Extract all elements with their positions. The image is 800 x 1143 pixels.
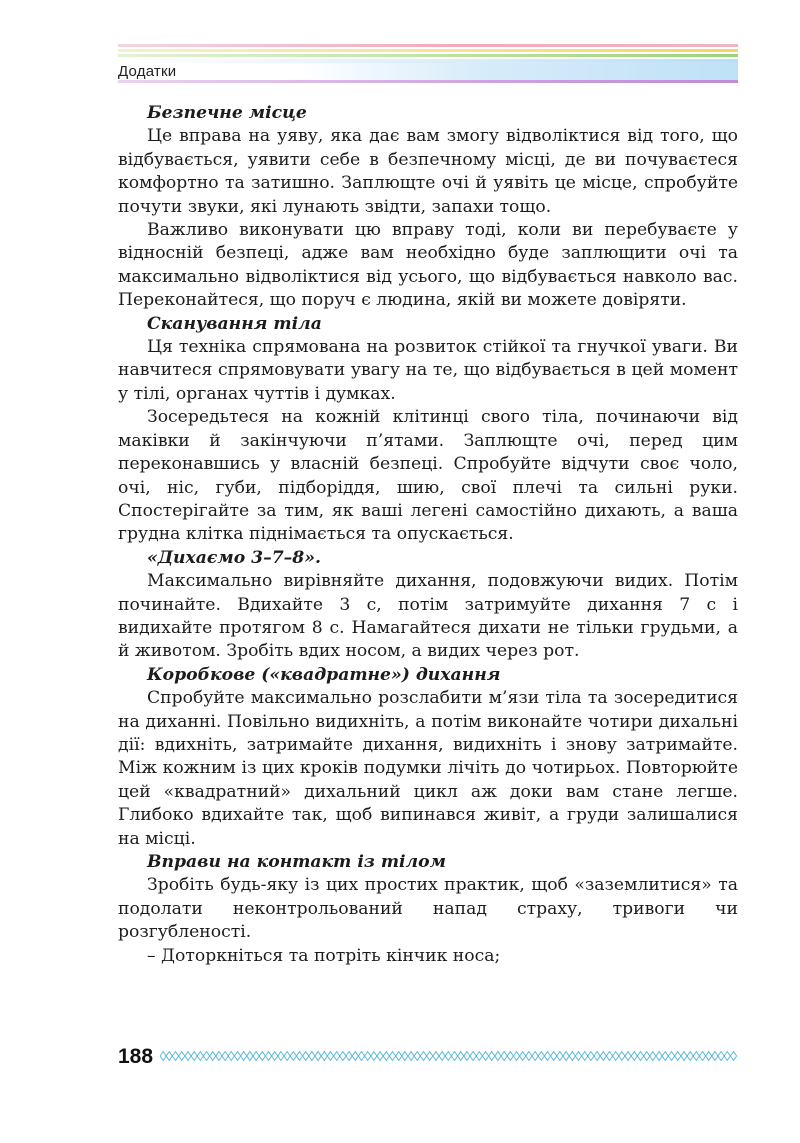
page-number: 188 (118, 1045, 154, 1068)
page-body (118, 102, 738, 968)
paragraph: Зосередьтеся на кожній клітинці свого тіла, починаючи від маківки й закінчуючи п’ятами. Заплющте очі, перед цим переконавшись у власній безпеці. Спробуйте відчути своє чоло, очі, ніс, губи, підборіддя, шию, свої плечі та сильні руки. Спостерігайте за тим, як ваші легені самостійно дихають, а ваша грудна клітка піднімається та опускається. (118, 407, 738, 545)
paragraph: Важливо виконувати цю вправу тоді, коли ви перебуваєте у відносній безпеці, адже вам необхідно буде заплющити очі та максимально відволіктися від усього, що відбувається навколо вас. Переконайтеся, що поруч є людина, якій ви можете довіряти. (118, 220, 738, 311)
paragraph: Максимально вирівняйте дихання, подовжуючи видих. Потім починайте. Вдихайте 3 с, потім затримуйте дихання 7 с і видихайте протягом 8 с. Намагайтеся дихати не тільки грудьми, а й животом. Зробіть вдих носом, а видих через рот. (118, 571, 738, 662)
header-stripe-purple (118, 80, 738, 83)
header-stripe-yellow (118, 49, 738, 52)
header-blue-band (300, 62, 738, 80)
heading-box-breathing: Коробкове («квадратне») дихання (147, 664, 501, 685)
paragraph: Зробіть будь-яку із цих простих практик, щоб «заземлитися» та подолати неконтрольований напад страху, тривоги чи розгубленості. (118, 875, 738, 943)
header-stripe-green (118, 54, 738, 57)
heading-breathing-378: «Дихаємо 3–7–8». (147, 547, 321, 568)
diamond-chain (160, 1052, 737, 1061)
section-title: Додатки (118, 63, 177, 80)
paragraph: Це вправа на уяву, яка дає вам змогу відволіктися від того, що відбувається, уявити себе в безпечному місці, де ви почуваєтеся комфортно та затишно. Заплющте очі й уявіть це місце, спробуйте почути звуки, які лунають звідти, запахи тощо. (118, 126, 738, 217)
header-stripe-pink (118, 44, 738, 47)
heading-safe-place: Безпечне місце (147, 103, 307, 123)
heading-body-scan: Сканування тіла (147, 313, 322, 334)
footer-diamond-border (160, 1050, 738, 1062)
paragraph: Ця техніка спрямована на розвиток стійкої та гнучкої уваги. Ви навчитеся спрямовувати увагу на те, що відбувається в цей момент у тілі, органах чуттів і думках. (118, 337, 738, 404)
paragraph: Спробуйте максимально розслабити м’язи тіла та зосередитися на диханні. Повільно видихніть, а потім виконайте чотири дихальні дії: вдихніть, затримайте дихання, видихніть і знову затримайте. Між кожним із цих кроків подумки лічіть до чотирьох. Повторюйте цей «квадратний» дихальний цикл аж доки вам стане легше. Глибоко вдихайте так, щоб випинався живіт, а груди залишалися на місці. (118, 688, 738, 849)
heading-body-contact: Вправи на контакт із тілом (147, 852, 446, 872)
list-item: – Доторкніться та потріть кінчик носа; (147, 945, 501, 966)
header-decoration (118, 44, 738, 62)
